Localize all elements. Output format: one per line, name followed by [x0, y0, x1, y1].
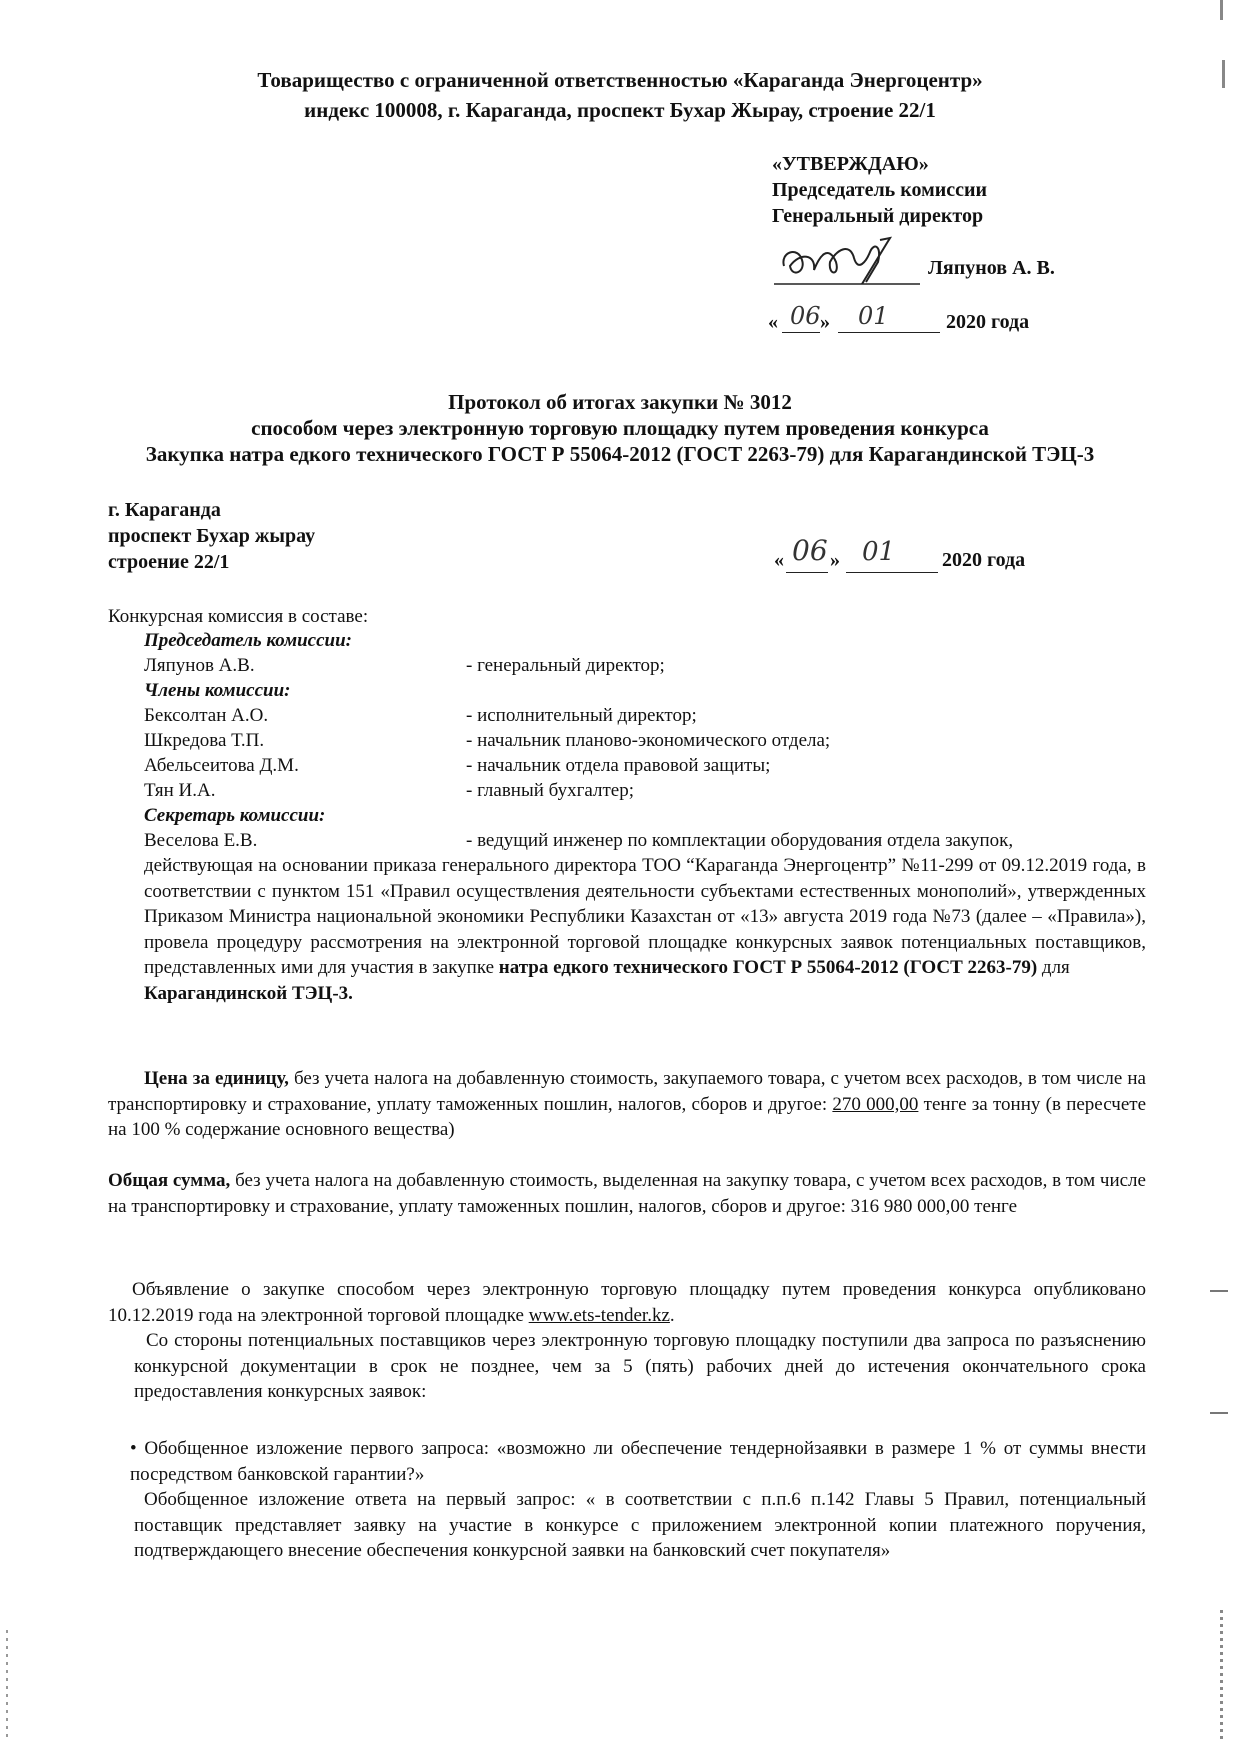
scan-edge-mark	[1222, 60, 1225, 88]
approval-date-day: 06	[790, 302, 821, 330]
protocol-date-month: 01	[862, 537, 896, 567]
member-role: - исполнительный директор;	[466, 705, 697, 726]
member-role: - главный бухгалтер;	[466, 780, 634, 801]
unit-price-label: Цена за единицу,	[144, 1068, 289, 1089]
protocol-month-underline	[846, 572, 938, 573]
organization-name: Товарищество с ограниченной ответственностью «Караганда Энергоцентр»	[257, 68, 983, 92]
member-name: Шкредова Т.П.	[144, 730, 265, 751]
announcement-text: Объявление о закупке способом через электронную торговую площадку путем проведения конкурса опубликовано 10.12.2019 года на электронной торговой площадке	[108, 1279, 1146, 1326]
scan-edge-mark	[6, 1630, 8, 1740]
approval-date-month: 01	[858, 302, 889, 330]
answer-1-paragraph	[134, 1487, 1146, 1564]
organization-address: индекс 100008, г. Караганда, проспект Бухар Жырау, строение 22/1	[304, 98, 936, 122]
member-name: Ляпунов А.В.	[144, 655, 255, 676]
protocol-date-close-quote: »	[830, 549, 840, 571]
announcement-end: .	[669, 1304, 675, 1326]
commission-intro: Конкурсная комиссия в составе:	[108, 606, 369, 627]
protocol-date-day: 06	[792, 534, 828, 567]
approval-position-2: Генеральный директор	[772, 205, 984, 227]
tender-site-link[interactable]: www.ets-tender.kz	[528, 1304, 670, 1326]
requests-paragraph	[134, 1328, 1146, 1405]
scan-edge-mark	[1210, 1412, 1228, 1414]
approval-date-close-quote: »	[820, 311, 830, 333]
answer-1-text: Обобщенное изложение ответа на первый запрос: « в соответствии с п.п.6 п.142 Главы 5 Правил, потенциальный поставщик представляет заявку на участие в конкурсе с приложением электронной копии платежного поручения, подтверждающего внесение обеспечения конкурсной заявки на банковский счет покупателя»	[134, 1489, 1146, 1561]
scan-edge-mark	[1220, 0, 1223, 20]
member-name: Тян И.А.	[144, 780, 216, 801]
place-street: проспект Бухар жырау	[108, 525, 316, 547]
approval-month-underline	[838, 332, 940, 333]
approver-name: Ляпунов А. В.	[928, 257, 1055, 279]
secretary-role: - ведущий инженер по комплектации оборудования отдела закупок,	[466, 830, 1014, 851]
protocol-date-open-quote: «	[774, 549, 784, 571]
total-sum-label: Общая сумма,	[108, 1170, 231, 1191]
announcement-paragraph	[108, 1277, 1146, 1328]
question-1-paragraph	[130, 1436, 1146, 1487]
approval-day-underline	[782, 332, 820, 333]
approval-position-1: Председатель комиссии	[772, 179, 988, 201]
total-sum-text: без учета налога на добавленную стоимость, выделенная на закупку товара, с учетом всех расходов, в том числе на транспортировку и страхование, уплату таможенных пошлин, налогов, сборов и другое: 316 980 000,00 тенге	[108, 1170, 1146, 1217]
members-heading: Члены комиссии:	[144, 680, 291, 701]
requests-text: Со стороны потенциальных поставщиков через электронную торговую площадку поступили два запроса по разъяснению конкурсной документации в срок не позднее, чем за 5 (пять) рабочих дней до истечения окончательного срока предоставления конкурсных заявок:	[134, 1330, 1146, 1402]
total-sum-paragraph	[108, 1168, 1146, 1219]
scan-edge-mark	[1210, 1290, 1228, 1292]
purchase-subject: натра едкого технического ГОСТ Р 55064-2012 (ГОСТ 2263-79)	[498, 957, 1038, 978]
member-role: - начальник планово-экономического отдела;	[466, 730, 831, 751]
secretary-name: Веселова Е.В.	[144, 830, 258, 851]
unit-price-unit: тенге за тонну (в пересчете на 100 % содержание основного вещества)	[108, 1093, 1146, 1140]
approval-title: «УТВЕРЖДАЮ»	[772, 153, 929, 175]
protocol-subtitle-subject: Закупка натра едкого технического ГОСТ Р 55064-2012 (ГОСТ 2263-79) для Карагандинской ТЭЦ-3	[145, 442, 1095, 466]
plant-name: Карагандинской ТЭЦ-3.	[144, 982, 353, 1004]
approval-date-open-quote: «	[768, 311, 778, 333]
commission-body-text: действующая на основании приказа генерального директора ТОО “Караганда Энергоцентр” №11-299 от 09.12.2019 года, в соответствии с пунктом 151 «Правил осуществления деятельности субъектами естественных монополий», утвержденных Приказом Министра национальной экономики Республики Казахстан от «13» августа 2019 года №73 (далее – «Правила»), провела процедуру рассмотрения на электронной торговой площадке конкурсных заявок потенциальных поставщиков, представленных ими для участия в закупке	[144, 855, 1146, 978]
member-name: Абельсеитова Д.М.	[144, 755, 299, 776]
approval-date-year: 2020 года	[946, 311, 1030, 333]
protocol-subtitle-method: способом через электронную торговую площадку путем проведения конкурса	[251, 416, 989, 440]
question-1-text: Обобщенное изложение первого запроса: «возможно ли обеспечение тендернойзаявки в размере 1 % от суммы внести посредством банковской гарантии?»	[130, 1438, 1147, 1485]
secretary-heading: Секретарь комиссии:	[144, 805, 326, 826]
commission-body-tail: для	[1037, 957, 1070, 978]
member-role: - начальник отдела правовой защиты;	[466, 755, 771, 776]
unit-price-text: без учета налога на добавленную стоимость, закупаемого товара, с учетом всех расходов, в том числе на транспортировку и страхование, уплату таможенных пошлин, налогов, сборов и другое:	[108, 1068, 1146, 1115]
member-name: Бексолтан А.О.	[144, 705, 269, 726]
commission-body	[144, 853, 1146, 1006]
place-city: г. Караганда	[108, 499, 221, 521]
chair-heading: Председатель комиссии:	[144, 630, 352, 651]
scan-edge-mark	[1220, 1610, 1223, 1740]
unit-price-paragraph	[108, 1066, 1146, 1143]
member-role: - генеральный директор;	[466, 655, 665, 676]
place-building: строение 22/1	[108, 551, 230, 573]
protocol-date-year: 2020 года	[942, 549, 1026, 571]
bullet: •	[130, 1438, 137, 1459]
protocol-day-underline	[786, 572, 828, 573]
unit-price-amount: 270 000,00	[832, 1093, 919, 1115]
director-signature	[770, 232, 930, 292]
protocol-title: Протокол об итогах закупки № 3012	[448, 390, 792, 414]
